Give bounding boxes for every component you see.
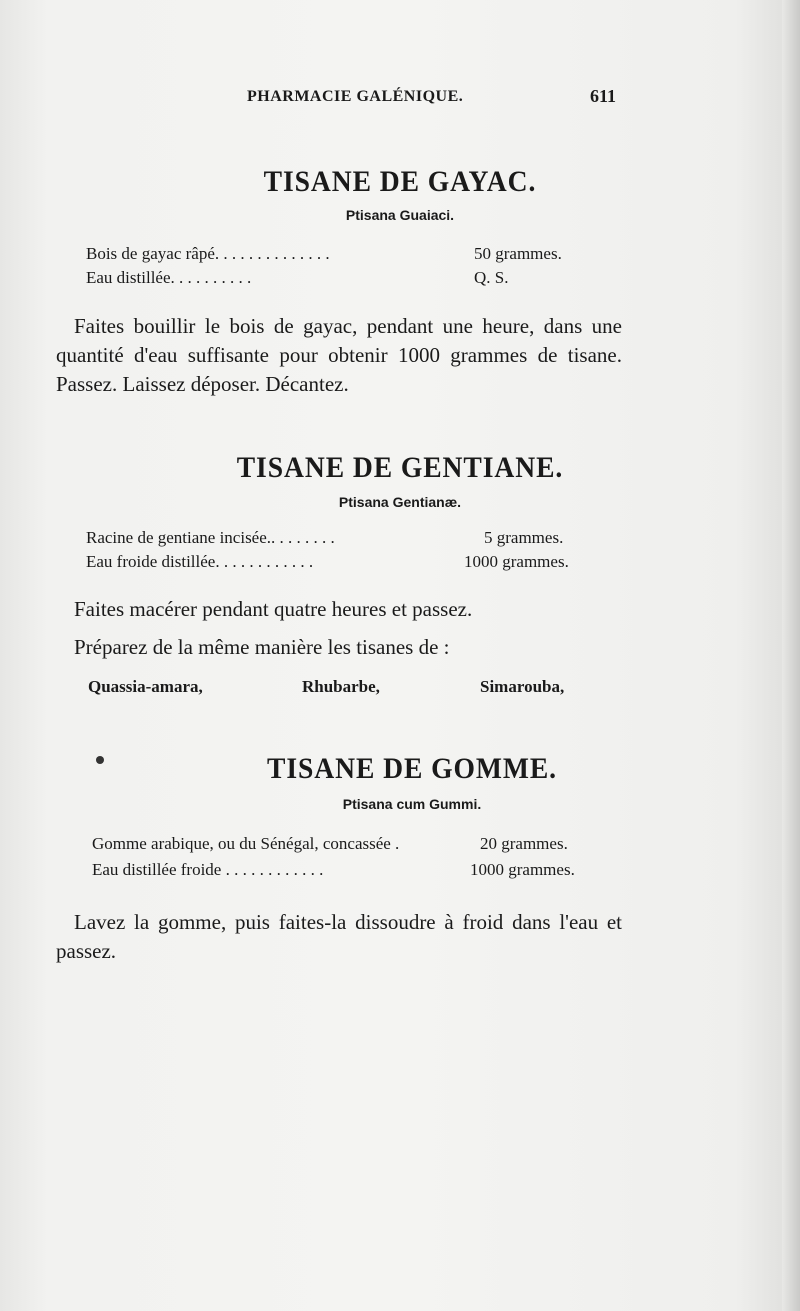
- related-tisanes-list: [88, 677, 568, 701]
- ingredient-label: Bois de gayac râpé. . . . . . . . . . . . . .: [86, 244, 330, 263]
- related-tisane: Simarouba,: [480, 677, 565, 696]
- page-edge-shadow: [782, 0, 800, 1311]
- ingredient-label: Gomme arabique, ou du Sénégal, concassée .: [92, 834, 400, 853]
- ingredient-quantity: 5 grammes.: [484, 528, 564, 547]
- ingredient-row: [86, 268, 586, 292]
- ingredient-quantity: 50 grammes.: [474, 244, 562, 263]
- section-subtitle-gomme: Ptisana cum Gummi.: [342, 796, 482, 812]
- section-title-gentiane: TISANE DE GENTIANE.: [236, 451, 564, 484]
- instruction-paragraph: Préparez de la même manière les tisanes de :: [74, 635, 450, 659]
- section-subtitle-gayac: Ptisana Guaiaci.: [345, 207, 455, 223]
- ingredient-label: Racine de gentiane incisée.. . . . . . . .: [86, 528, 335, 547]
- instruction-paragraph: Faites macérer pendant quatre heures et passez.: [74, 597, 473, 621]
- instruction-paragraph: Faites bouillir le bois de gayac, pendant une heure, dans une quantité d'eau suffisante pour obtenir 1000 grammes de tisane. Passez. Laissez déposer. Décantez.: [56, 314, 622, 396]
- related-tisane: Rhubarbe,: [302, 677, 380, 696]
- section-title-gayac: TISANE DE GAYAC.: [263, 165, 537, 198]
- instructions-gayac: [56, 312, 622, 399]
- page-number: 611: [590, 86, 617, 106]
- page-header: [0, 86, 800, 110]
- related-tisane: Quassia-amara,: [88, 677, 203, 696]
- instructions-gomme: [56, 908, 622, 966]
- ingredient-row: [92, 860, 592, 884]
- instructions-gentiane: [74, 595, 640, 662]
- running-head: PHARMACIE GALÉNIQUE.: [247, 88, 464, 105]
- ingredient-list-gomme: [92, 834, 592, 884]
- ink-spot: [96, 756, 104, 764]
- ingredient-quantity: 20 grammes.: [480, 834, 568, 853]
- ingredient-row: [86, 552, 586, 576]
- ingredient-label: Eau distillée. . . . . . . . . .: [86, 268, 252, 287]
- ingredient-quantity: 1000 grammes.: [470, 860, 575, 879]
- ingredient-label: Eau distillée froide . . . . . . . . . . . .: [92, 860, 324, 879]
- section-title-gomme: TISANE DE GOMME.: [266, 752, 557, 785]
- ingredient-quantity: 1000 grammes.: [464, 552, 569, 571]
- ingredient-row: [86, 528, 586, 552]
- ingredient-list-gayac: [86, 244, 586, 292]
- instruction-paragraph: Lavez la gomme, puis faites-la dissoudre à froid dans l'eau et passez.: [56, 910, 622, 963]
- ingredient-list-gentiane: [86, 528, 586, 576]
- ingredient-label: Eau froide distillée. . . . . . . . . . . .: [86, 552, 314, 571]
- ingredient-row: [86, 244, 586, 268]
- ingredient-quantity: Q. S.: [474, 268, 509, 287]
- ingredient-row: [92, 834, 592, 860]
- section-subtitle-gentiane: Ptisana Gentianæ.: [338, 494, 462, 510]
